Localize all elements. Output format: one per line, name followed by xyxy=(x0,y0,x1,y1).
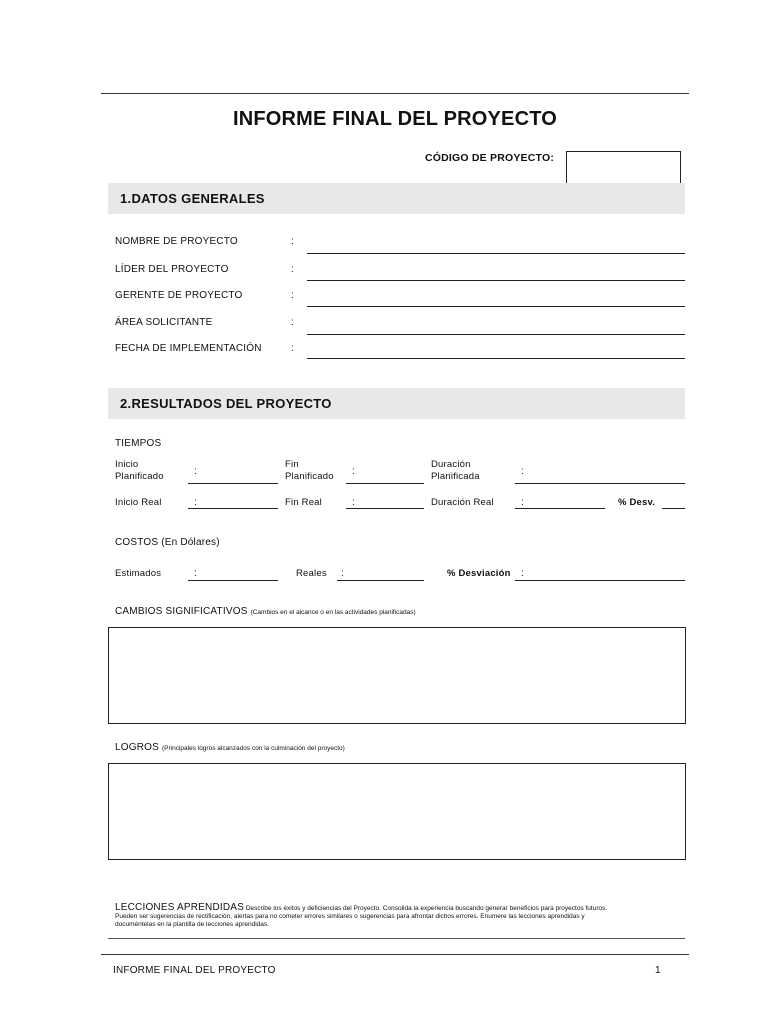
field-colon: : xyxy=(194,466,197,477)
significant-changes-textarea[interactable] xyxy=(108,627,686,724)
achievements-textarea[interactable] xyxy=(108,763,686,860)
significant-changes-note: (Cambios en el alcance o en las actividades planificadas) xyxy=(250,609,416,616)
top-rule xyxy=(101,93,689,94)
actual-cost-field[interactable] xyxy=(337,580,424,581)
achievements-note: (Principales logros alcanzados con la culminación del proyecto) xyxy=(161,745,345,752)
field-label-project-name: NOMBRE DE PROYECTO xyxy=(115,236,238,247)
actual-end-field[interactable] xyxy=(346,508,424,509)
actual-start-label: Inicio Real xyxy=(115,497,162,508)
field-colon: : xyxy=(341,568,344,579)
page-number: 1 xyxy=(655,965,661,976)
deviation-label: % Desv. xyxy=(618,497,656,508)
footer-title: INFORME FINAL DEL PROYECTO xyxy=(113,965,276,976)
field-label-project-manager: GERENTE DE PROYECTO xyxy=(115,290,243,301)
field-label-requesting-area: ÁREA SOLICITANTE xyxy=(115,317,213,328)
lessons-learned-text-3: documéntelas en la plantilla de lecciones aprendidas. xyxy=(115,921,269,928)
significant-changes-title: CAMBIOS SIGNIFICATIVOS xyxy=(115,606,248,617)
project-leader-field[interactable] xyxy=(307,280,685,281)
field-label-implementation-date: FECHA DE IMPLEMENTACIÓN xyxy=(115,343,262,354)
lessons-rule xyxy=(108,938,685,939)
document-title: INFORME FINAL DEL PROYECTO xyxy=(232,108,558,130)
field-colon: : xyxy=(291,236,294,247)
field-colon: : xyxy=(352,466,355,477)
estimated-cost-label: Estimados xyxy=(115,568,162,579)
actual-end-label: Fin Real xyxy=(285,497,322,508)
lessons-learned-text-2: Pueden ser sugerencias de rectificación, alertas para no cometer errores similares o sugerencias para afrontar dichos errores. Enumere las lecciones aprendidas y xyxy=(115,913,585,920)
field-colon: : xyxy=(291,264,294,275)
planned-end-label xyxy=(285,459,334,483)
section-2-title: 2.RESULTADOS DEL PROYECTO xyxy=(120,396,332,411)
costs-title: COSTOS (En Dólares) xyxy=(115,537,220,548)
lessons-learned-block xyxy=(115,904,690,929)
field-colon: : xyxy=(521,568,524,579)
planned-start-label-line1: Inicio xyxy=(115,459,139,470)
planned-end-field[interactable] xyxy=(346,483,424,484)
lessons-learned-text-1: Describe los éxitos y deficiencias del Proyecto. Consolida la experiencia buscando generar beneficios para proyectos futuros. xyxy=(245,905,608,912)
planned-duration-label-line1: Duración xyxy=(431,459,471,470)
requesting-area-field[interactable] xyxy=(307,334,685,335)
achievements-title: LOGROS xyxy=(115,742,159,753)
field-colon: : xyxy=(521,497,524,508)
planned-start-label xyxy=(115,459,164,483)
field-colon: : xyxy=(291,290,294,301)
project-manager-field[interactable] xyxy=(307,306,685,307)
project-name-field[interactable] xyxy=(307,253,685,254)
lessons-learned-title: LECCIONES APRENDIDAS xyxy=(115,902,245,913)
actual-start-field[interactable] xyxy=(188,508,278,509)
footer-rule xyxy=(101,954,689,955)
tiempos-title: TIEMPOS xyxy=(115,438,162,449)
field-colon: : xyxy=(352,497,355,508)
field-colon: : xyxy=(291,317,294,328)
planned-end-label-line2: Planificado xyxy=(285,471,334,482)
section-1-title: 1.DATOS GENERALES xyxy=(120,191,265,206)
planned-start-field[interactable] xyxy=(188,483,278,484)
project-code-label: CÓDIGO DE PROYECTO: xyxy=(425,152,555,164)
significant-changes-heading xyxy=(115,606,416,617)
field-colon: : xyxy=(194,568,197,579)
field-colon: : xyxy=(521,466,524,477)
cost-deviation-field[interactable] xyxy=(515,580,685,581)
field-colon: : xyxy=(291,343,294,354)
actual-cost-label: Reales xyxy=(296,568,327,579)
cost-deviation-label: % Desviación xyxy=(447,568,511,579)
planned-duration-label xyxy=(431,459,480,483)
section-1-header xyxy=(108,183,685,214)
achievements-heading xyxy=(115,742,345,753)
project-code-field[interactable] xyxy=(566,151,681,185)
field-colon: : xyxy=(194,497,197,508)
section-2-header xyxy=(108,388,685,419)
actual-duration-label: Duración Real xyxy=(431,497,494,508)
implementation-date-field[interactable] xyxy=(307,358,685,359)
planned-duration-field[interactable] xyxy=(515,483,685,484)
planned-start-label-line2: Planificado xyxy=(115,471,164,482)
planned-duration-label-line2: Planificada xyxy=(431,471,480,482)
deviation-field[interactable] xyxy=(662,508,685,509)
estimated-cost-field[interactable] xyxy=(188,580,278,581)
planned-end-label-line1: Fin xyxy=(285,459,299,470)
field-label-project-leader: LÍDER DEL PROYECTO xyxy=(115,264,229,275)
actual-duration-field[interactable] xyxy=(515,508,605,509)
